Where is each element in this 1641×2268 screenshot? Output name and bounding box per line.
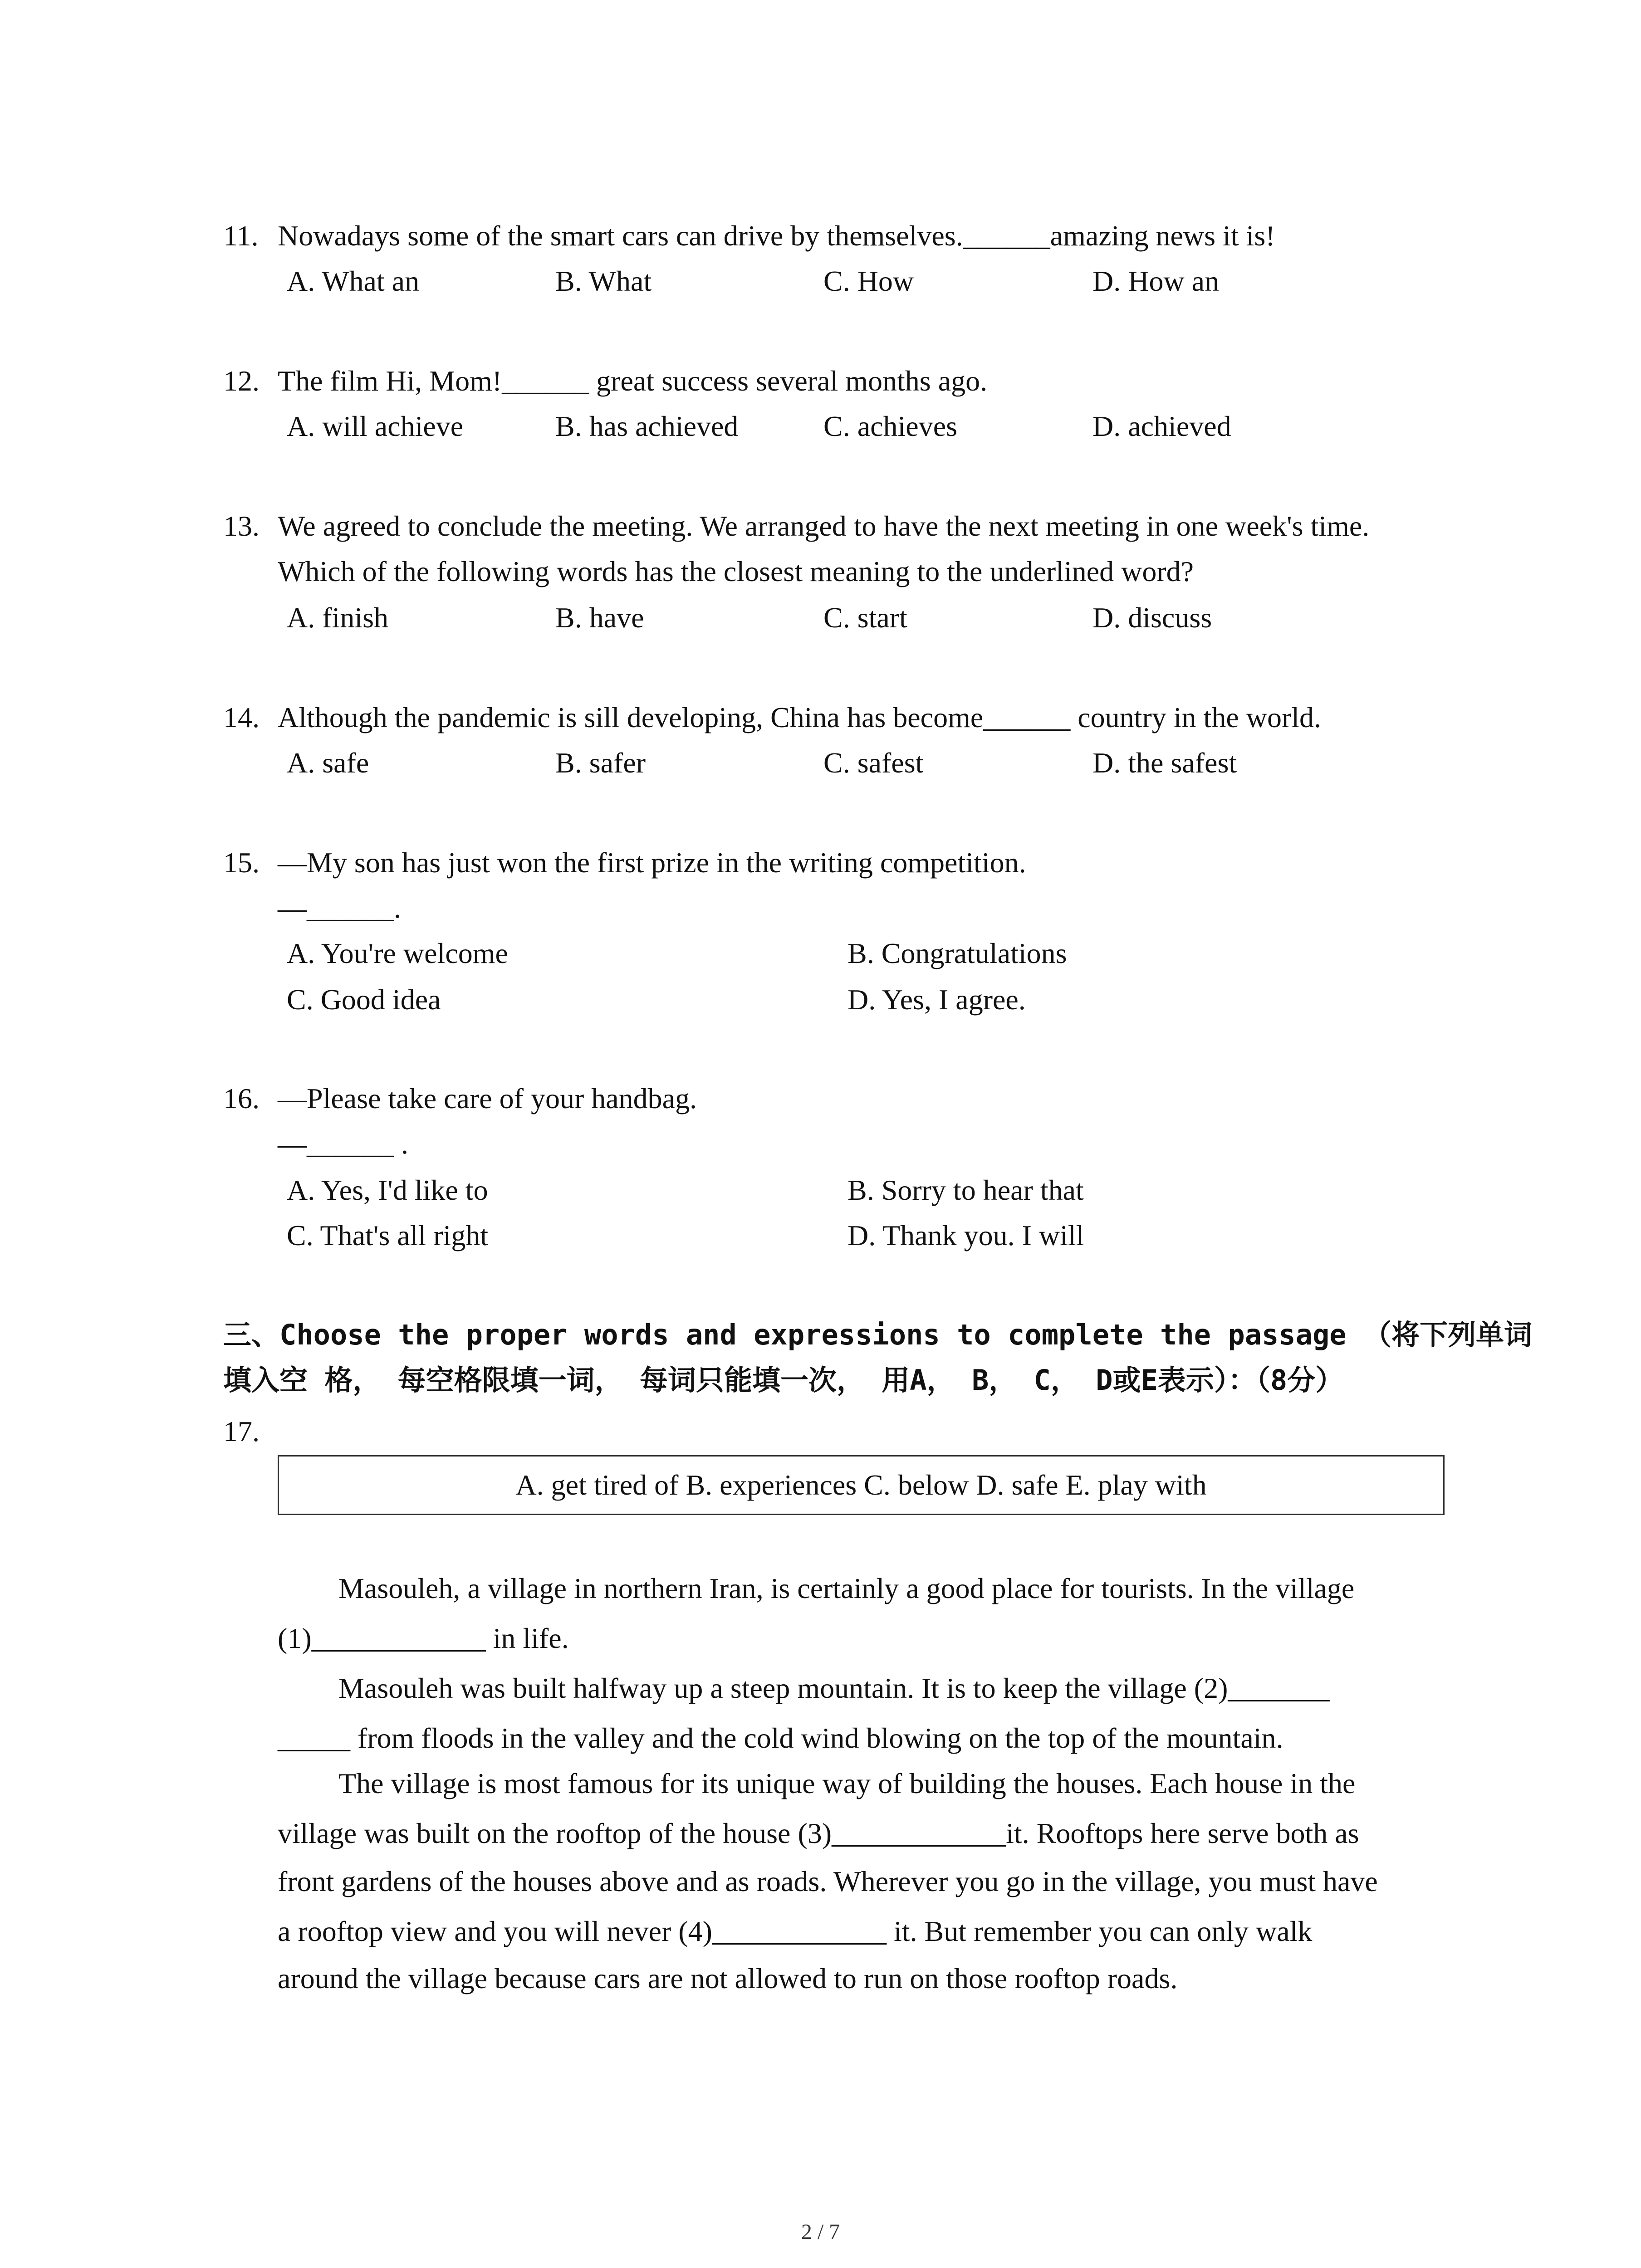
question-12-text: The film Hi, Mom!______ great success several months ago. <box>278 365 988 397</box>
question-16-option-d: D. Thank you. I will <box>847 1219 1084 1251</box>
question-13-option-d: D. discuss <box>1092 601 1212 634</box>
question-11-option-b: B. What <box>555 265 652 297</box>
question-16-option-b: B. Sorry to hear that <box>847 1174 1084 1206</box>
question-14-option-d: D. the safest <box>1092 747 1237 779</box>
question-16-reply: —______ . <box>278 1128 408 1160</box>
question-11-number: 11. <box>223 220 259 252</box>
question-15-text: —My son has just won the first prize in the writing competition. <box>278 846 1026 879</box>
question-15-reply: —______. <box>278 892 401 924</box>
passage-line-1: Masouleh, a village in northern Iran, is certainly a good place for tourists. In the village <box>338 1572 1355 1604</box>
question-15-option-b: B. Congratulations <box>847 937 1067 969</box>
question-12-option-d: D. achieved <box>1092 410 1231 442</box>
question-15-option-d: D. Yes, I agree. <box>847 983 1026 1016</box>
word-bank-text: A. get tired of B. experiences C. below D. safe E. play with <box>515 1469 1207 1501</box>
question-14-number: 14. <box>223 701 260 733</box>
question-11-option-d: D. How an <box>1092 265 1220 297</box>
question-14-option-b: B. safer <box>555 747 646 779</box>
question-12-option-a: A. will achieve <box>287 410 464 442</box>
question-13-option-b: B. have <box>555 601 644 634</box>
question-14-option-a: A. safe <box>287 747 369 779</box>
passage-line-9: around the village because cars are not allowed to run on those rooftop roads. <box>278 1962 1178 1994</box>
passage-line-5: The village is most famous for its unique way of building the houses. Each house in the <box>338 1767 1356 1799</box>
passage-line-2: (1)____________ in life. <box>278 1622 569 1654</box>
word-bank-box <box>278 1455 1445 1515</box>
section-heading-line1: 三、Choose the proper words and expressions to complete the passage （将下列单词 <box>223 1318 1532 1351</box>
passage-line-4: _____ from floods in the valley and the cold wind blowing on the top of the mountain. <box>278 1722 1283 1754</box>
passage-line-7: front gardens of the houses above and as roads. Wherever you go in the village, you must have <box>278 1865 1378 1897</box>
question-17-number: 17. <box>223 1415 260 1447</box>
question-16-text: —Please take care of your handbag. <box>278 1082 697 1114</box>
question-13-option-c: C. start <box>823 601 907 634</box>
question-16-option-a: A. Yes, I'd like to <box>287 1174 488 1206</box>
question-15-option-a: A. You're welcome <box>287 937 508 969</box>
section-heading-line2: 填入空 格， 每空格限填一词， 每词只能填一次， 用A， B， C， D或E表示）：（8分） <box>223 1364 1344 1397</box>
question-15-option-c: C. Good idea <box>287 983 441 1016</box>
question-13-option-a: A. finish <box>287 601 388 634</box>
question-12-option-b: B. has achieved <box>555 410 739 442</box>
question-13-text-line2: Which of the following words has the closest meaning to the underlined word? <box>278 555 1194 587</box>
question-14-option-c: C. safest <box>823 747 924 779</box>
question-15-number: 15. <box>223 846 260 879</box>
question-11-text: Nowadays some of the smart cars can drive by themselves.______amazing news it is! <box>278 220 1275 252</box>
question-12-number: 12. <box>223 365 260 397</box>
passage-line-3: Masouleh was built halfway up a steep mountain. It is to keep the village (2)_______ <box>338 1672 1330 1704</box>
question-13-number: 13. <box>223 510 260 542</box>
question-12-option-c: C. achieves <box>823 410 957 442</box>
question-11-option-c: C. How <box>823 265 914 297</box>
question-16-option-c: C. That's all right <box>287 1219 489 1251</box>
page-number: 2 / 7 <box>801 2220 840 2244</box>
passage-line-6: village was built on the rooftop of the house (3)____________it. Rooftops here serve both as <box>278 1817 1359 1849</box>
question-11-option-a: A. What an <box>287 265 420 297</box>
question-13-text: We agreed to conclude the meeting. We arranged to have the next meeting in one week's time. <box>278 510 1370 542</box>
question-16-number: 16. <box>223 1082 260 1114</box>
passage-line-8: a rooftop view and you will never (4)____________ it. But remember you can only walk <box>278 1915 1313 1947</box>
question-14-text: Although the pandemic is sill developing, China has become______ country in the world. <box>278 701 1322 733</box>
